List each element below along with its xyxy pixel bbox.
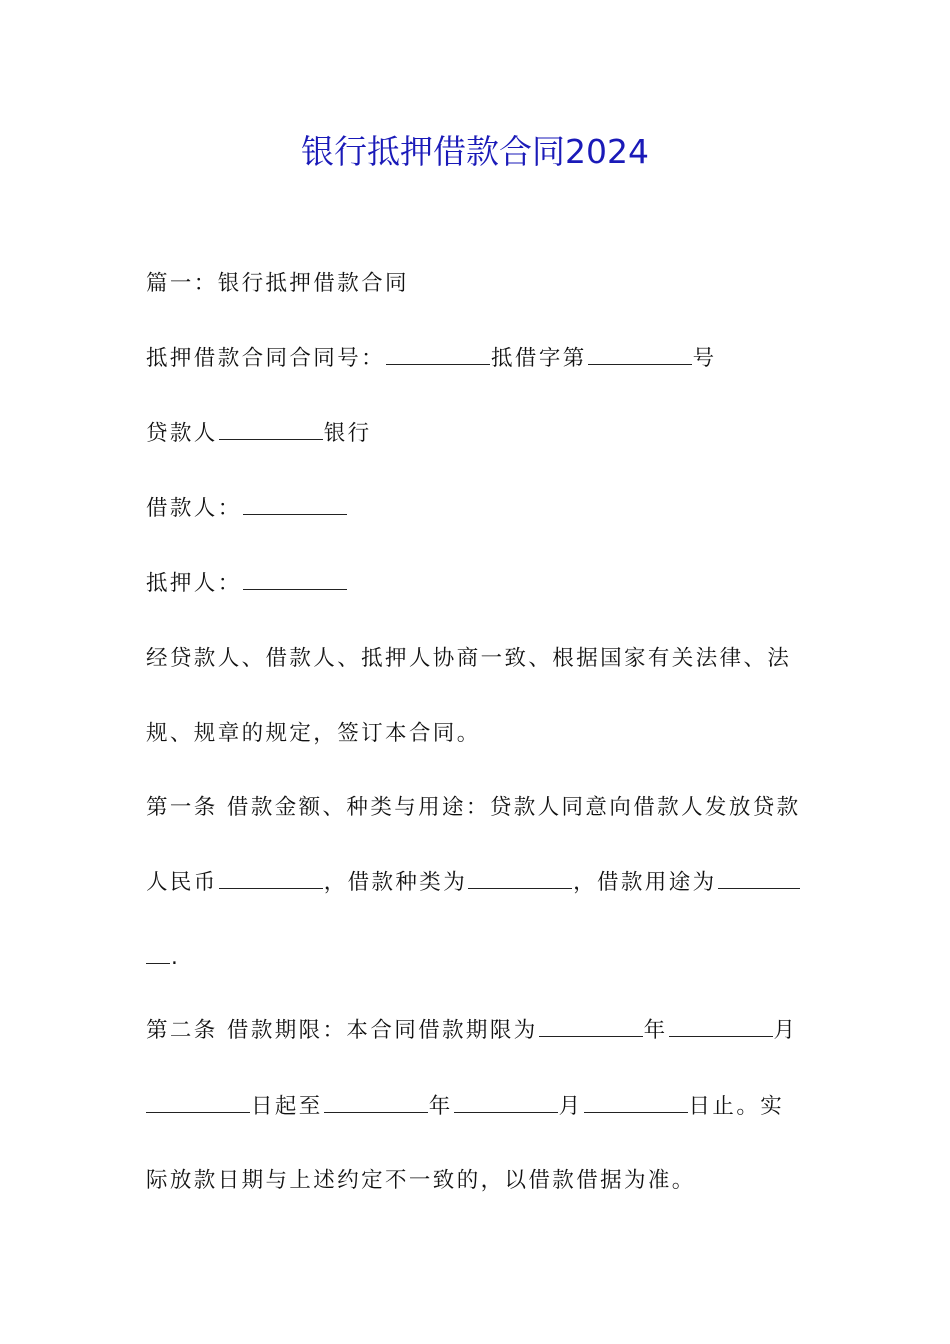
article-one-line-2	[146, 868, 810, 898]
amount-blank	[219, 868, 323, 889]
loan-purpose-blank-continued	[146, 943, 170, 964]
article-two-text: 第二条 借款期限：本合同借款期限为	[146, 1018, 538, 1043]
preamble-line-2	[146, 719, 810, 749]
mortgagor-line	[146, 569, 810, 599]
preamble-text-1: 经贷款人、借款人、抵押人协商一致、根据国家有关法律、法	[146, 646, 792, 671]
contract-number-label: 抵押借款合同合同号：	[146, 346, 386, 371]
lender-label: 贷款人	[146, 421, 218, 446]
end-day-blank	[584, 1092, 688, 1113]
lender-blank	[219, 419, 323, 440]
preamble-text-2: 规、规章的规定，签订本合同。	[146, 721, 481, 746]
mortgagor-blank	[243, 569, 347, 590]
end-month-label: 月	[558, 1094, 583, 1119]
lender-line	[146, 419, 810, 449]
article-two-line-1	[146, 1016, 810, 1046]
article-two-end-text: 际放款日期与上述约定不一致的，以借款借据为准。	[146, 1168, 696, 1193]
loan-purpose-blank	[718, 868, 800, 889]
article-one-end: .	[171, 945, 181, 970]
end-year-label: 年	[428, 1094, 453, 1119]
contract-number-line	[146, 344, 810, 374]
section-heading	[146, 269, 810, 299]
article-one-text: 第一条 借款金额、种类与用途：贷款人同意向借款人发放贷款	[146, 795, 801, 820]
currency-label: 人民币	[146, 870, 218, 895]
article-one-line-3	[146, 943, 810, 973]
borrower-line	[146, 494, 810, 524]
start-month-label: 月	[773, 1018, 798, 1043]
article-one-line-1	[146, 793, 810, 823]
document-title: 银行抵押借款合同2024	[301, 132, 649, 171]
section-heading-text: 篇一：银行抵押借款合同	[146, 271, 409, 296]
loan-type-label: ，借款种类为	[323, 870, 468, 895]
loan-purpose-label: ，借款用途为	[573, 870, 717, 895]
contract-number-blank	[386, 344, 490, 365]
contract-serial-blank	[588, 344, 692, 365]
end-year-blank	[324, 1092, 428, 1113]
start-year-blank	[539, 1016, 643, 1037]
end-day-label: 日止。实	[688, 1094, 785, 1119]
loan-type-blank	[468, 868, 572, 889]
borrower-blank	[243, 494, 347, 515]
article-two-line-3	[146, 1166, 810, 1196]
start-month-blank	[669, 1016, 773, 1037]
lender-suffix: 银行	[323, 421, 372, 446]
article-two-line-2	[146, 1092, 810, 1122]
end-month-blank	[454, 1092, 558, 1113]
start-day-label: 日起至	[251, 1094, 323, 1119]
contract-number-suffix: 号	[692, 346, 717, 371]
contract-prefix-label: 抵借字第	[491, 346, 587, 371]
start-day-blank	[146, 1092, 250, 1113]
mortgagor-label: 抵押人：	[146, 571, 242, 596]
start-year-label: 年	[643, 1018, 668, 1043]
borrower-label: 借款人：	[146, 496, 242, 521]
preamble-line-1	[146, 644, 810, 674]
